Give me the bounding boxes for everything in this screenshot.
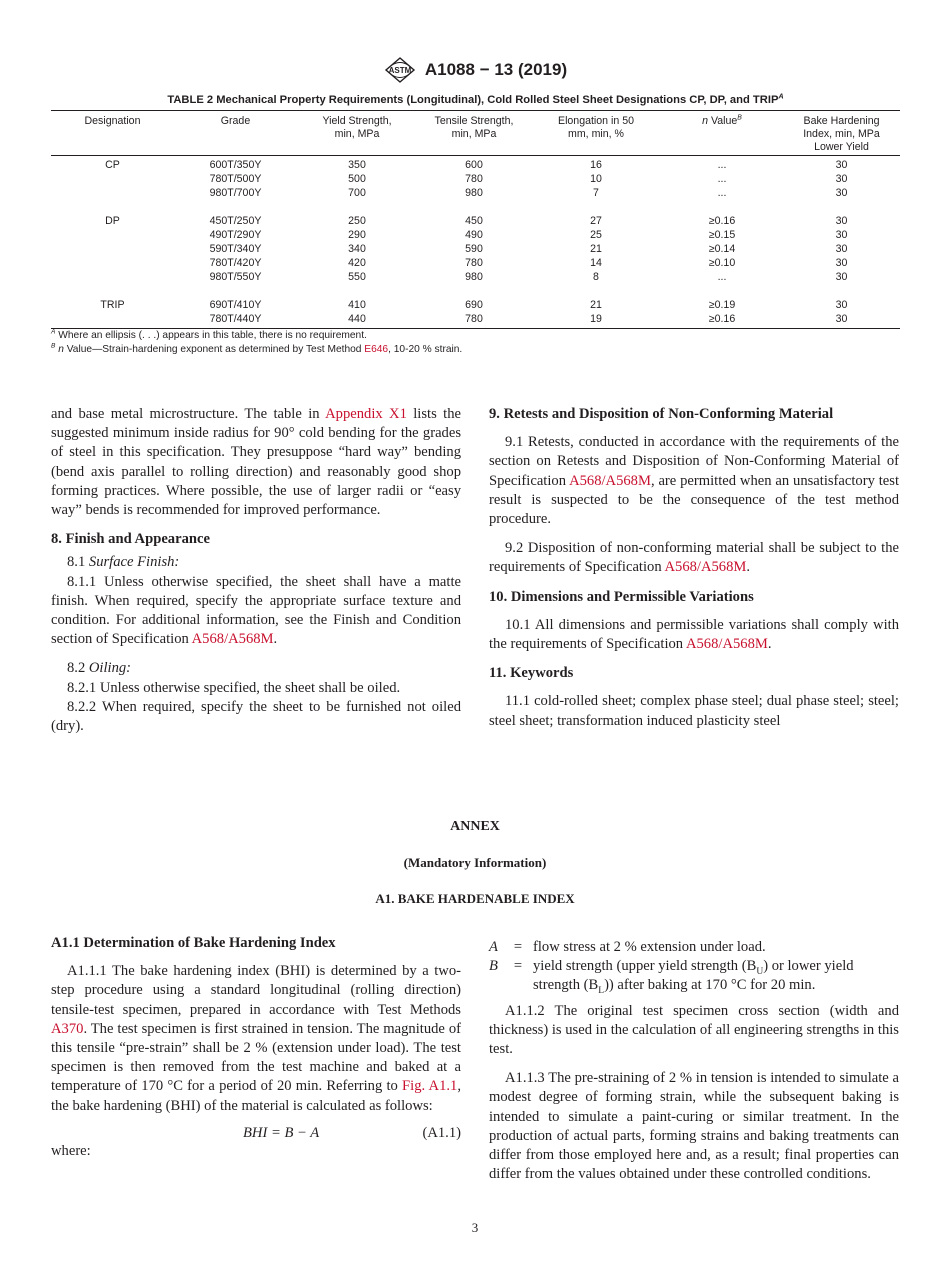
- definition-a: A = flow stress at 2 % extension under load.: [489, 938, 899, 957]
- section-8-2-2: 8.2.2 When required, specify the sheet to be furnished not oiled (dry).: [51, 698, 461, 735]
- cell-bake: 30: [835, 159, 848, 171]
- cell-designation: [51, 228, 174, 242]
- section-8-heading: 8. Finish and Appearance: [51, 531, 210, 548]
- page-number: 3: [471, 1220, 479, 1235]
- a1-1-3: A1.1.3 The pre-straining of 2 % in tension is intended to simulate a modest degree of forming strain, while the subsequent baking is intended to simulate a paint-curing or similar treatment. In the production of actual parts, forming strains and baking treatments can differ from those employed here and, as a result; final properties can differ from the values obtained under these controlled conditions.: [489, 1070, 899, 1183]
- cell-grade: 690T/410Y: [209, 299, 262, 311]
- cell-elongation: 21: [590, 299, 602, 311]
- document-id: A1088 − 13 (2019): [424, 60, 568, 79]
- table-row: [51, 270, 900, 284]
- cell-bake: 30: [835, 229, 848, 241]
- table-spacer-row: [51, 200, 900, 214]
- appendix-x1-link[interactable]: Appendix X1: [325, 406, 407, 422]
- cell-elongation: 10: [590, 173, 602, 185]
- cell-tensile: 490: [465, 229, 483, 241]
- cell-elongation: 16: [590, 159, 602, 171]
- header-yield-strength: Yield Strength, min, MPa: [297, 111, 417, 156]
- section-8-1: 8.1 Surface Finish:: [67, 554, 180, 571]
- def-a-symbol: A: [489, 939, 498, 955]
- table-row: [51, 214, 900, 228]
- cell-tensile: 980: [465, 271, 483, 283]
- annex-heading: A1. BAKE HARDENABLE INDEX: [375, 891, 575, 906]
- mechanical-property-table: [51, 110, 900, 329]
- table-footnote-b: $^B$ n Value—Strain-hardening exponent as determined by Test Method E646, 10-20 % strain.: [51, 342, 463, 355]
- cell-n-value: ≥0.10: [708, 257, 736, 269]
- cell-grade: 780T/500Y: [209, 173, 262, 185]
- cell-grade: 980T/700Y: [209, 187, 262, 199]
- annex-title: ANNEX: [450, 819, 500, 834]
- cell-elongation: 7: [593, 187, 599, 199]
- annex-subtitle: (Mandatory Information): [403, 855, 547, 870]
- section-9-2: 9.2 Disposition of non-conforming material shall be subject to the requirements of Specification A568/A568M.: [489, 540, 899, 576]
- cell-n-value: ...: [717, 173, 727, 185]
- table-row: [51, 228, 900, 242]
- table-row: [51, 186, 900, 200]
- cell-bake: 30: [835, 257, 848, 269]
- a370-link[interactable]: A370: [51, 1020, 84, 1037]
- where-label: where:: [51, 1142, 91, 1159]
- paragraph-bending: and base metal microstructure. The table in Appendix X1 lists the suggested minimum inside radius for 90° cold bending for the grades of steel in this specification. They presuppose “hard way” bending (bend axis parallel to rolling direction) and reasonably good shop forming practices. Where possible, the use of larger radii or “easy way” bends is recommended for improved performance.: [51, 406, 461, 519]
- cell-grade: 980T/550Y: [209, 271, 262, 283]
- cell-n-value: ≥0.16: [708, 215, 736, 227]
- page-header: [0, 56, 950, 84]
- astm-logo-icon: [383, 57, 417, 83]
- cell-grade: 590T/340Y: [209, 243, 262, 255]
- header-designation: Designation: [51, 111, 174, 156]
- cell-designation: TRIP: [100, 299, 125, 311]
- a568-link[interactable]: A568/A568M: [685, 636, 768, 653]
- cell-designation: [51, 270, 174, 284]
- cell-grade: 780T/440Y: [174, 312, 297, 329]
- cell-yield: 420: [348, 257, 366, 269]
- cell-bake: 30: [783, 312, 900, 329]
- section-9-heading: 9. Retests and Disposition of Non-Conforming Material: [489, 406, 834, 422]
- formula-expression: BHI = B − A: [243, 1124, 320, 1141]
- section-8-2: 8.2 Oiling:: [67, 660, 132, 677]
- a1-1-heading: A1.1 Determination of Bake Hardening Index: [51, 935, 336, 951]
- cell-tensile: 590: [465, 243, 483, 255]
- cell-yield: 290: [348, 229, 366, 241]
- table-row: [51, 256, 900, 270]
- cell-designation: DP: [105, 215, 120, 227]
- header-tensile-strength: Tensile Strength, min, MPa: [417, 111, 531, 156]
- right-column: [489, 405, 899, 731]
- section-11-heading: 11. Keywords: [489, 665, 574, 682]
- cell-grade: 450T/250Y: [209, 215, 262, 227]
- cell-elongation: 27: [590, 215, 602, 227]
- cell-elongation: 19: [531, 312, 661, 329]
- table-row: [51, 298, 900, 312]
- cell-tensile: 980: [465, 187, 483, 199]
- cell-yield: 500: [348, 173, 366, 185]
- a1-1-2: A1.1.2 The original test specimen cross section (width and thickness) is used in the calculation of all engineering strengths in this test.: [489, 1002, 899, 1058]
- header-elongation: Elongation in 50 mm, min, %: [531, 111, 661, 156]
- cell-yield: 550: [348, 271, 366, 283]
- cell-designation: [51, 256, 174, 270]
- bhi-formula: [51, 1124, 461, 1148]
- section-9-1: 9.1 Retests, conducted in accordance with the requirements of the section on Retests and Disposition of Non-Conforming Material of Specification A568/A568M, are permitted when an unsatisfactory test result is suspected to be the consequence of the test method procedure.: [489, 434, 900, 528]
- cell-designation: [51, 312, 174, 329]
- cell-n-value: ≥0.14: [708, 243, 736, 255]
- cell-yield: 440: [297, 312, 417, 329]
- cell-grade: 490T/290Y: [209, 229, 262, 241]
- cell-yield: 340: [348, 243, 366, 255]
- a568-link[interactable]: A568/A568M: [664, 559, 747, 576]
- cell-elongation: 14: [590, 257, 602, 269]
- cell-designation: [51, 242, 174, 256]
- cell-tensile: 780: [417, 312, 531, 329]
- table-title-note: A: [778, 91, 784, 101]
- cell-yield: 350: [348, 159, 366, 171]
- cell-bake: 30: [835, 271, 848, 283]
- e646-link[interactable]: E646: [364, 344, 389, 355]
- cell-tensile: 450: [465, 215, 483, 227]
- cell-yield: 250: [348, 215, 366, 227]
- cell-bake: 30: [835, 243, 848, 255]
- cell-bake: 30: [835, 299, 848, 311]
- section-8-2-1: 8.2.1 Unless otherwise specified, the sheet shall be oiled.: [67, 679, 401, 696]
- header-grade: Grade: [174, 111, 297, 156]
- a568-link[interactable]: A568/A568M: [191, 631, 274, 648]
- cell-grade: 780T/420Y: [209, 257, 262, 269]
- cell-bake: 30: [835, 187, 848, 199]
- cell-tensile: 600: [465, 159, 483, 171]
- def-b-symbol: B: [489, 958, 498, 975]
- cell-bake: 30: [835, 215, 848, 227]
- table-title: [51, 91, 900, 106]
- cell-n-value: ≥0.15: [708, 229, 736, 241]
- formula-number: (A1.1): [422, 1124, 461, 1141]
- table-footnote-a: $^A$ Where an ellipsis (. . .) appears in this table, there is no requirement.: [51, 328, 367, 341]
- cell-n-value: ≥0.19: [708, 299, 736, 311]
- header-n-value: n Value$^B$: [661, 111, 783, 156]
- cell-yield: 700: [348, 187, 366, 199]
- cell-elongation: 21: [590, 243, 602, 255]
- a1-1-1: A1.1.1 The bake hardening index (BHI) is determined by a two-step procedure using a standard longitudinal (rolling direction) tensile-test specimen, prepared in accordance with Test Methods A370. The test specimen is first strained in tension. The magnitude of this tensile “pre-strain” shall be 2 % (extension under load). The test specimen is then removed from the test machine and baked at a temperature of 170 °C for a period of 20 min. Referring to Fig. A1.1, the bake hardening (BHI) of the material is calculated as follows:: [51, 963, 461, 1114]
- cell-elongation: 8: [593, 271, 599, 283]
- table-row: [51, 172, 900, 186]
- table-spacer-row: [51, 284, 900, 298]
- a568-link[interactable]: A568/A568M: [569, 472, 651, 489]
- astm-logo-text: ASTM: [388, 66, 412, 75]
- cell-grade: 600T/350Y: [209, 159, 262, 171]
- table-row: [51, 312, 900, 329]
- cell-tensile: 780: [465, 173, 483, 185]
- cell-elongation: 25: [590, 229, 602, 241]
- cell-n-value: ...: [717, 159, 727, 171]
- section-10-heading: 10. Dimensions and Permissible Variations: [489, 588, 754, 605]
- section-10-1: 10.1 All dimensions and permissible variations shall comply with the requirements of Specification A568/A568M.: [489, 616, 899, 653]
- cell-designation: [51, 172, 174, 186]
- cell-n-value: ≥0.16: [661, 312, 783, 329]
- def-b-text: yield strength (upper yield strength $(B_U)$ or lower yield strength $(B_L)$) after baking at 170 °C for 20 min.: [533, 958, 854, 997]
- cell-tensile: 780: [465, 257, 483, 269]
- cell-designation: CP: [105, 159, 120, 171]
- definition-b: B = yield strength (upper yield strength $(B_U)$ or lower yield strength $(B_L)$) after baking at 170 °C for 20 min.: [489, 957, 899, 995]
- cell-designation: [51, 186, 174, 200]
- section-8-1-1: 8.1.1 Unless otherwise specified, the sheet shall have a matte finish. When required, specify the appropriate surface texture and condition. For additional information, see the Finish and Condition section of Specification A568/A568M.: [51, 573, 461, 648]
- cell-bake: 30: [835, 173, 848, 185]
- cell-tensile: 690: [465, 299, 483, 311]
- cell-n-value: ...: [717, 271, 727, 283]
- annex-left-column: [51, 934, 461, 1161]
- table-title-text: TABLE 2 Mechanical Property Requirements (Longitudinal), Cold Rolled Steel Sheet Designations CP, DP, and TRIP: [167, 94, 779, 106]
- fig-a1-1-link[interactable]: Fig. A1.1: [402, 1078, 458, 1095]
- annex-right-column: [489, 938, 899, 1184]
- section-11-1: 11.1 cold-rolled sheet; complex phase steel; dual phase steel; steel; steel sheet; transformation induced plasticity steel: [489, 693, 899, 729]
- table-row: [51, 242, 900, 256]
- cell-yield: 410: [348, 299, 366, 311]
- left-column: [51, 405, 461, 736]
- header-bake-hardening: Bake Hardening Index, min, MPa Lower Yield: [783, 111, 900, 156]
- table-header-row: [51, 111, 900, 156]
- cell-n-value: ...: [717, 187, 727, 199]
- table-row: [51, 156, 900, 173]
- def-a-text: flow stress at 2 % extension under load.: [533, 939, 766, 955]
